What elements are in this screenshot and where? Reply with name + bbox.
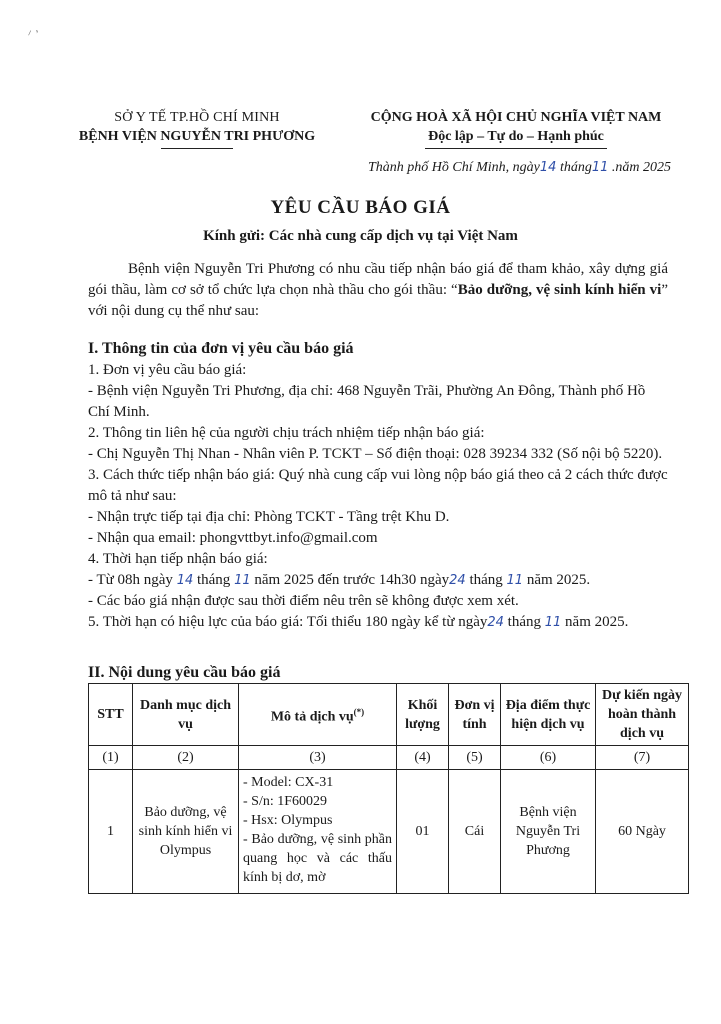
row-stt: 1 [89, 770, 133, 894]
date-line [352, 160, 687, 176]
period-end-month: 11 [506, 573, 524, 588]
late-notice-line: - Các báo giá nhận được sau thời điểm nêu trên sẽ không được xem xét. [88, 593, 519, 609]
header-description [239, 684, 397, 746]
row-unit: Cái [449, 770, 501, 894]
header-motto: Độc lập – Tự do – Hạnh phúc [428, 129, 604, 144]
date-month: 11 [591, 160, 609, 175]
period-start-day: 14 [176, 573, 194, 588]
intro-text-after: ” với nội dung cụ thể như sau: [88, 282, 668, 319]
section2-title: II. Nội dung yêu cầu báo giá [88, 664, 281, 681]
section1-line: 1. Đơn vị yêu cầu báo giá: [88, 362, 247, 378]
table-header-row [89, 684, 689, 746]
header-completion: Dự kiến ngày hoàn thành dịch vụ [596, 684, 689, 746]
column-number: (2) [133, 746, 239, 770]
header-org: SỞ Y TẾ TP.HỒ CHÍ MINH [114, 110, 280, 125]
header-right [360, 108, 672, 149]
quote-request-table [88, 683, 689, 894]
header-hospital: BỆNH VIỆN NGUYỄN TRI PHƯƠNG [78, 129, 316, 144]
section1-line: - Nhận trực tiếp tại địa chỉ: Phòng TCKT - Tầng trệt Khu D. [88, 509, 450, 525]
column-number: (4) [397, 746, 449, 770]
header-location: Địa điểm thực hiện dịch vụ [501, 684, 596, 746]
column-number: (7) [596, 746, 689, 770]
intro-paragraph [88, 259, 668, 322]
section1-title: I. Thông tin của đơn vị yêu cầu báo giá [88, 340, 354, 357]
header-left-underline [161, 148, 233, 149]
row-completion: 60 Ngày [596, 770, 689, 894]
row-service: Bảo dưỡng, vệ sinh kính hiển vi Olympus [133, 770, 239, 894]
document-title: YÊU CẦU BÁO GIÁ [270, 197, 451, 218]
period-text: tháng [469, 572, 503, 588]
header-description-label: Mô tả dịch vụ [270, 709, 354, 725]
header-service: Danh mục dịch vụ [133, 684, 239, 746]
section1-line: - Bệnh viện Nguyễn Tri Phương, địa chỉ: 468 Nguyễn Trãi, Phường An Đông, Thành phố Hồ Chí Minh. [88, 383, 646, 420]
header-unit: Đơn vị tính [449, 684, 501, 746]
date-prefix: Thành phố Hồ Chí Minh, ngày [368, 160, 540, 175]
date-year: .năm 2025 [611, 160, 671, 175]
period-text: - Từ 08h ngày [88, 572, 173, 588]
receiving-period-line [88, 570, 668, 591]
description-line: - Hsx: Olympus [243, 813, 333, 828]
header-right-underline [425, 148, 607, 149]
intro-package-name: Bảo dưỡng, vệ sinh kính hiển vi [457, 282, 662, 298]
validity-month: 11 [544, 615, 562, 630]
description-line: - S/n: 1F60029 [243, 794, 328, 809]
description-line: - Model: CX-31 [243, 775, 334, 790]
section1-line: 2. Thông tin liên hệ của người chịu trách nhiệm tiếp nhận báo giá: [88, 425, 485, 441]
recipient-line: Kính gửi: Các nhà cung cấp dịch vụ tại Việt Nam [203, 228, 518, 244]
table-row [89, 770, 689, 894]
date-month-label: tháng [559, 160, 592, 175]
description-line: - Bảo dưỡng, vệ sinh phần quang học và các thấu kính bị dơ, mờ [243, 832, 392, 885]
header-country: CỘNG HOÀ XÃ HỘI CHỦ NGHĨA VIỆT NAM [370, 110, 662, 125]
column-number: (3) [239, 746, 397, 770]
date-day: 14 [539, 160, 557, 175]
column-number: (1) [89, 746, 133, 770]
row-location: Bệnh viện Nguyễn Tri Phương [501, 770, 596, 894]
period-text: tháng [196, 572, 231, 588]
column-number-row [89, 746, 689, 770]
period-start-month: 11 [234, 573, 251, 588]
section1-line: - Chị Nguyễn Thị Nhan - Nhân viên P. TCKT – Số điện thoại: 028 39234 332 (Số nội bộ 5220). [88, 446, 663, 462]
intro-text-before: Bệnh viện Nguyễn Tri Phương có nhu cầu tiếp nhận báo giá để tham khảo, xây dựng giá gói thầu, làm cơ sở tổ chức lựa chọn nhà thầu cho gói thầu: “ [88, 261, 668, 298]
period-text: năm 2025 đến trước 14h30 ngày [254, 572, 450, 588]
row-quantity: 01 [397, 770, 449, 894]
validity-text: 5. Thời hạn có hiệu lực của báo giá: Tối thiểu 180 ngày kể từ ngày [88, 614, 488, 630]
validity-text: tháng [507, 614, 541, 630]
header-left [72, 108, 322, 149]
validity-text: năm 2025. [565, 614, 629, 630]
scan-mark: ⸝ ‚ [24, 22, 40, 38]
row-description [239, 770, 397, 894]
header-quantity: Khối lượng [397, 684, 449, 746]
column-number: (5) [449, 746, 501, 770]
section1-line: 4. Thời hạn tiếp nhận báo giá: [88, 551, 268, 567]
header-stt: STT [89, 684, 133, 746]
period-text: năm 2025. [526, 572, 591, 588]
validity-line [88, 612, 668, 633]
section1-line: 3. Cách thức tiếp nhận báo giá: Quý nhà cung cấp vui lòng nộp báo giá theo cả 2 cách thức được mô tả như sau: [88, 467, 668, 504]
header-description-note: (*) [353, 706, 365, 717]
section1-body [88, 360, 668, 633]
column-number: (6) [501, 746, 596, 770]
section1-line: - Nhận qua email: phongvttbyt.info@gmail.com [88, 530, 378, 546]
validity-day: 24 [487, 615, 504, 630]
period-end-day: 24 [449, 573, 466, 588]
